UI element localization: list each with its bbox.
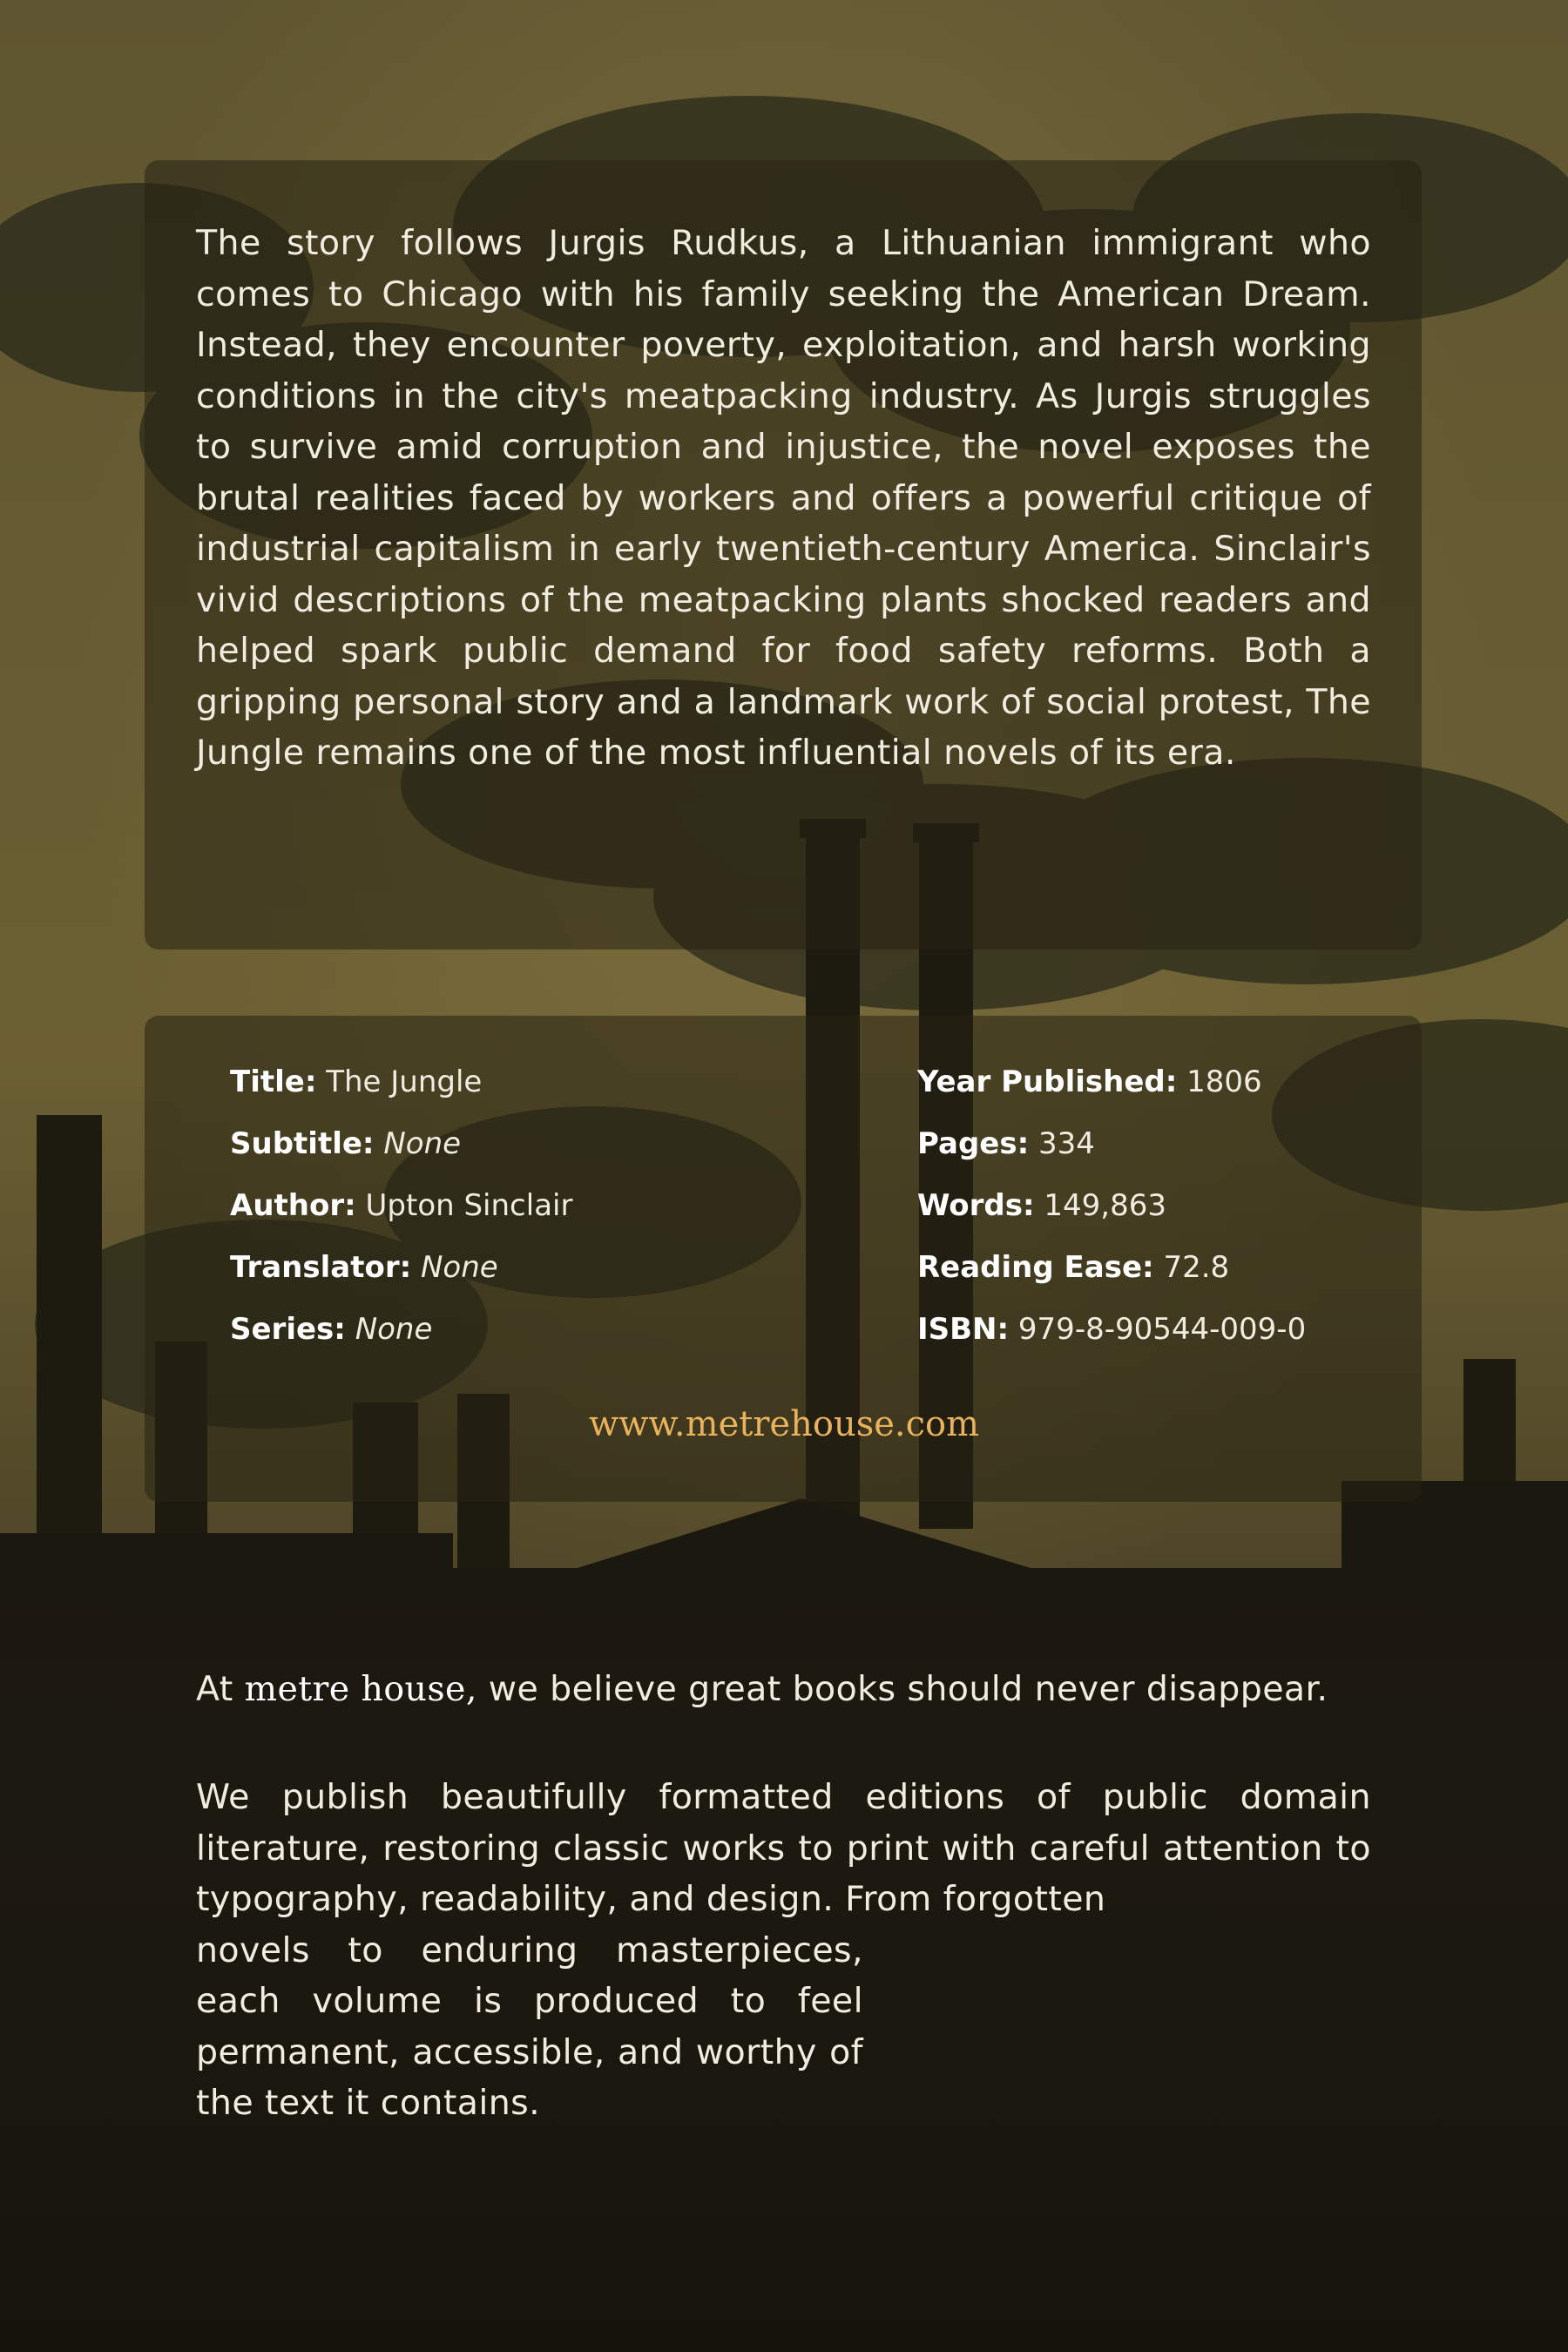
- detail-year-published: Year Published: 1806: [917, 1064, 1262, 1099]
- details-right-column: [917, 1056, 1306, 1365]
- detail-subtitle: Subtitle: None: [230, 1126, 462, 1161]
- detail-series: Series: None: [230, 1312, 433, 1347]
- intro-prefix: At: [196, 1669, 233, 1709]
- detail-translator: Translator: None: [230, 1250, 498, 1285]
- publisher-description: [196, 1772, 1371, 2129]
- detail-words: Words: 149,863: [917, 1188, 1167, 1223]
- detail-isbn: ISBN: 979-8-90544-009-0: [917, 1312, 1307, 1347]
- detail-title: Title: The Jungle: [230, 1064, 483, 1099]
- details-left-column: [230, 1056, 572, 1365]
- detail-reading-ease: Reading Ease: 72.8: [917, 1250, 1230, 1285]
- publisher-description-narrow: novels to enduring masterpieces, each volume is produced to feel permanent, accessible, and worthy of the text it contains.: [196, 1930, 863, 2123]
- intro-suffix: we believe great books should never disappear.: [488, 1669, 1328, 1709]
- detail-pages: Pages: 334: [917, 1126, 1095, 1161]
- website-link[interactable]: www.metrehouse.com: [588, 1404, 980, 1444]
- detail-author: Author: Upton Sinclair: [230, 1188, 573, 1223]
- publisher-intro: [196, 1664, 1371, 1715]
- publisher-description-wide: We publish beautifully formatted editions of public domain literature, restoring classic works to print with careful attention to typography, readability, and design. From forgotten: [196, 1777, 1371, 1919]
- book-description: The story follows Jurgis Rudkus, a Lithuanian immigrant who comes to Chicago with his family seeking the American Dream. Instead, they encounter poverty, exploitation, and harsh working conditions in the city's meatpacking industry. As Jurgis struggles to survive amid corruption and injustice, the novel exposes the brutal realities faced by workers and offers a powerful critique of industrial capitalism in early twentieth-century America. Sinclair's vivid descriptions of the meatpacking plants shocked readers and helped spark public demand for food safety reforms. Both a gripping personal story and a landmark work of social protest, The Jungle remains one of the most influential novels of its era.: [196, 223, 1371, 773]
- publisher-brand: metre house,: [244, 1669, 477, 1709]
